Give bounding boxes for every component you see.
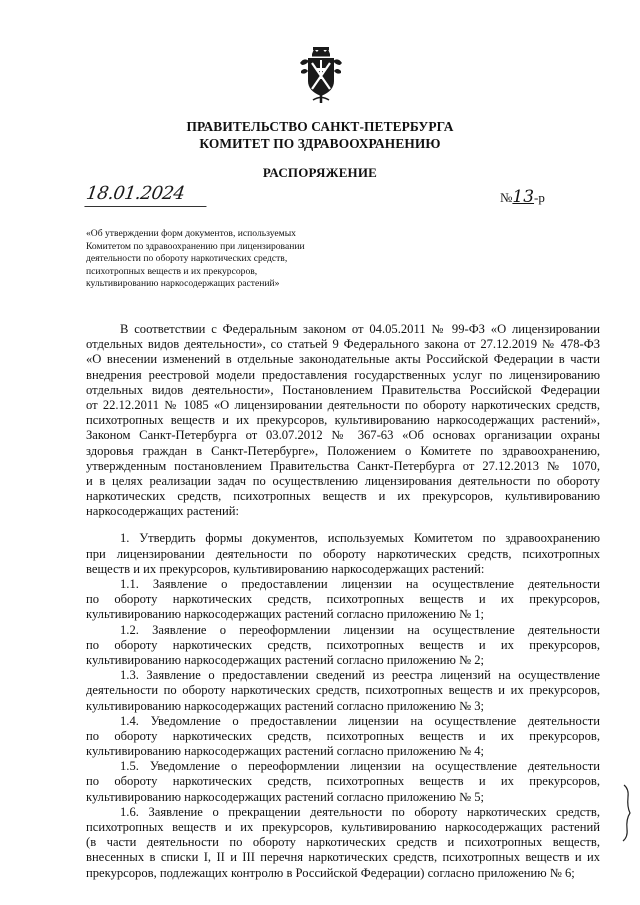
paragraph-gap (86, 519, 600, 531)
item-1-1-line: 1.1. Заявление о предоставлении лицензии на осуществление деятельности (120, 577, 600, 591)
coat-of-arms-emblem (298, 45, 344, 105)
preamble-line: здоровья граждан в Санкт-Петербурге», Положением о Комитете по здравоохранению, (86, 443, 600, 458)
margin-bracket-mark (620, 783, 634, 843)
item-1-1-line: культивированию наркосодержащих растений согласно приложению № 1; (86, 607, 485, 622)
document-subject (86, 228, 326, 291)
subject-line: психотропных веществ и их прекурсоров, (86, 265, 258, 277)
subject-line: «Об утверждении форм документов, используемых (86, 228, 296, 239)
item-1-2-line: культивированию наркосодержащих растений согласно приложению № 2; (86, 652, 485, 667)
subject-line: деятельности по обороту наркотических средств, (86, 253, 288, 264)
item-1-3-line: культивированию наркосодержащих растений согласно приложению № 3; (86, 698, 485, 713)
number-prefix: № (500, 190, 513, 205)
item-1-6-line: (в части деятельности по обороту наркотических средств и психотропных веществ, (86, 835, 600, 850)
preamble-line: «О внесении изменений в отдельные законодательные акты Российской Федерации в части (86, 352, 600, 367)
preamble-line: Законом Санкт-Петербурга от 03.07.2012 № 367-63 «Об основах организации охраны (86, 428, 600, 443)
preamble-line: от 22.12.2011 № 1085 «О лицензировании деятельности по обороту наркотических средств, (86, 397, 600, 412)
item-1-1-line: по обороту наркотических средств, психотропных веществ и их прекурсоров, (86, 592, 600, 607)
preamble-line: психотропных веществ и их прекурсоров, культивированию наркосодержащих растений», (86, 413, 600, 428)
item-1-5-line: 1.5. Уведомление о переоформлении лицензии на осуществление деятельности (120, 759, 600, 774)
government-title: ПРАВИТЕЛЬСТВО САНКТ-ПЕТЕРБУРГА (186, 119, 454, 134)
item-1-2-line: 1.2. Заявление о переоформлении лицензии на осуществление деятельности (120, 622, 600, 637)
item-1-6-line: психотропных веществ и их прекурсоров, культивированию наркосодержащих растений (86, 820, 600, 834)
preamble-line: В соответствии с Федеральным законом от 04.05.2011 № 99-ФЗ «О лицензировании (120, 322, 600, 336)
item-1-6-line: прекурсоров, подлежащих контролю в Российской Федерации) согласно приложению № 6; (86, 865, 575, 880)
number-suffix: -р (534, 190, 545, 205)
item-1-3-line: деятельности по обороту наркотических средств, психотропных веществ и их прекурсоров, (86, 683, 600, 698)
item-1-4-line: по обороту наркотических средств, психотропных веществ и их прекурсоров, (86, 728, 600, 743)
committee-title: КОМИТЕТ ПО ЗДРАВООХРАНЕНИЮ (199, 136, 441, 151)
preamble-line: внедрения реестровой модели предоставления государственных услуг по лицензированию (86, 367, 600, 382)
item-1-line: веществ и их прекурсоров, культивированию наркосодержащих растений: (86, 561, 485, 576)
preamble-line: и в целях реализации задач по осуществлению лицензирования деятельности по обороту (86, 473, 600, 488)
item-1-line: при лицензировании деятельности по обороту наркотических средств, психотропных (86, 546, 600, 561)
item-1-2-line: по обороту наркотических средств, психотропных веществ и их прекурсоров, (86, 637, 600, 652)
document-type-title: РАСПОРЯЖЕНИЕ (262, 165, 378, 180)
item-1-4-line: культивированию наркосодержащих растений согласно приложению № 4; (86, 744, 485, 759)
subject-line: Комитетом по здравоохранению при лицензировании (86, 240, 305, 252)
item-1-6-line: 1.6. Заявление о прекращении деятельности по обороту наркотических средств, (120, 804, 600, 819)
item-1-5-line: по обороту наркотических средств, психотропных веществ и их прекурсоров, (86, 774, 600, 789)
preamble-line: наркотических средств, психотропных веществ и их прекурсоров, культивированию (86, 489, 600, 504)
document-number (500, 188, 545, 207)
item-1-line: 1. Утвердить формы документов, используемых Комитетом по здравоохранению (120, 531, 600, 546)
preamble-line: утвержденным постановлением Правительства Санкт-Петербурга от 27.12.2013 № 1070, (86, 458, 600, 473)
preamble-line: отдельных видов деятельности», Постановлением Правительства Российской Федерации (86, 382, 600, 397)
document-body (86, 322, 600, 881)
subject-line: культивированию наркосодержащих растений» (86, 278, 280, 289)
item-1-5-line: культивированию наркосодержащих растений согласно приложению № 5; (86, 789, 485, 804)
preamble-line: отдельных видов деятельности», со статьей 9 Федерального закона от 27.12.2019 № 478-ФЗ (86, 337, 600, 352)
item-1-4-line: 1.4. Уведомление о предоставлении лицензии на осуществление деятельности (120, 713, 600, 728)
number-value: 13 (512, 187, 535, 207)
item-1-6-line: внесенных в списки I, II и III перечня наркотических средств, психотропных веществ и их (86, 850, 600, 865)
handwritten-date: 18.01.2024 (84, 184, 209, 207)
preamble-line: наркосодержащих растений: (86, 504, 239, 519)
item-1-3-line: 1.3. Заявление о предоставлении сведений из реестра лицензий на осуществление (120, 668, 600, 683)
